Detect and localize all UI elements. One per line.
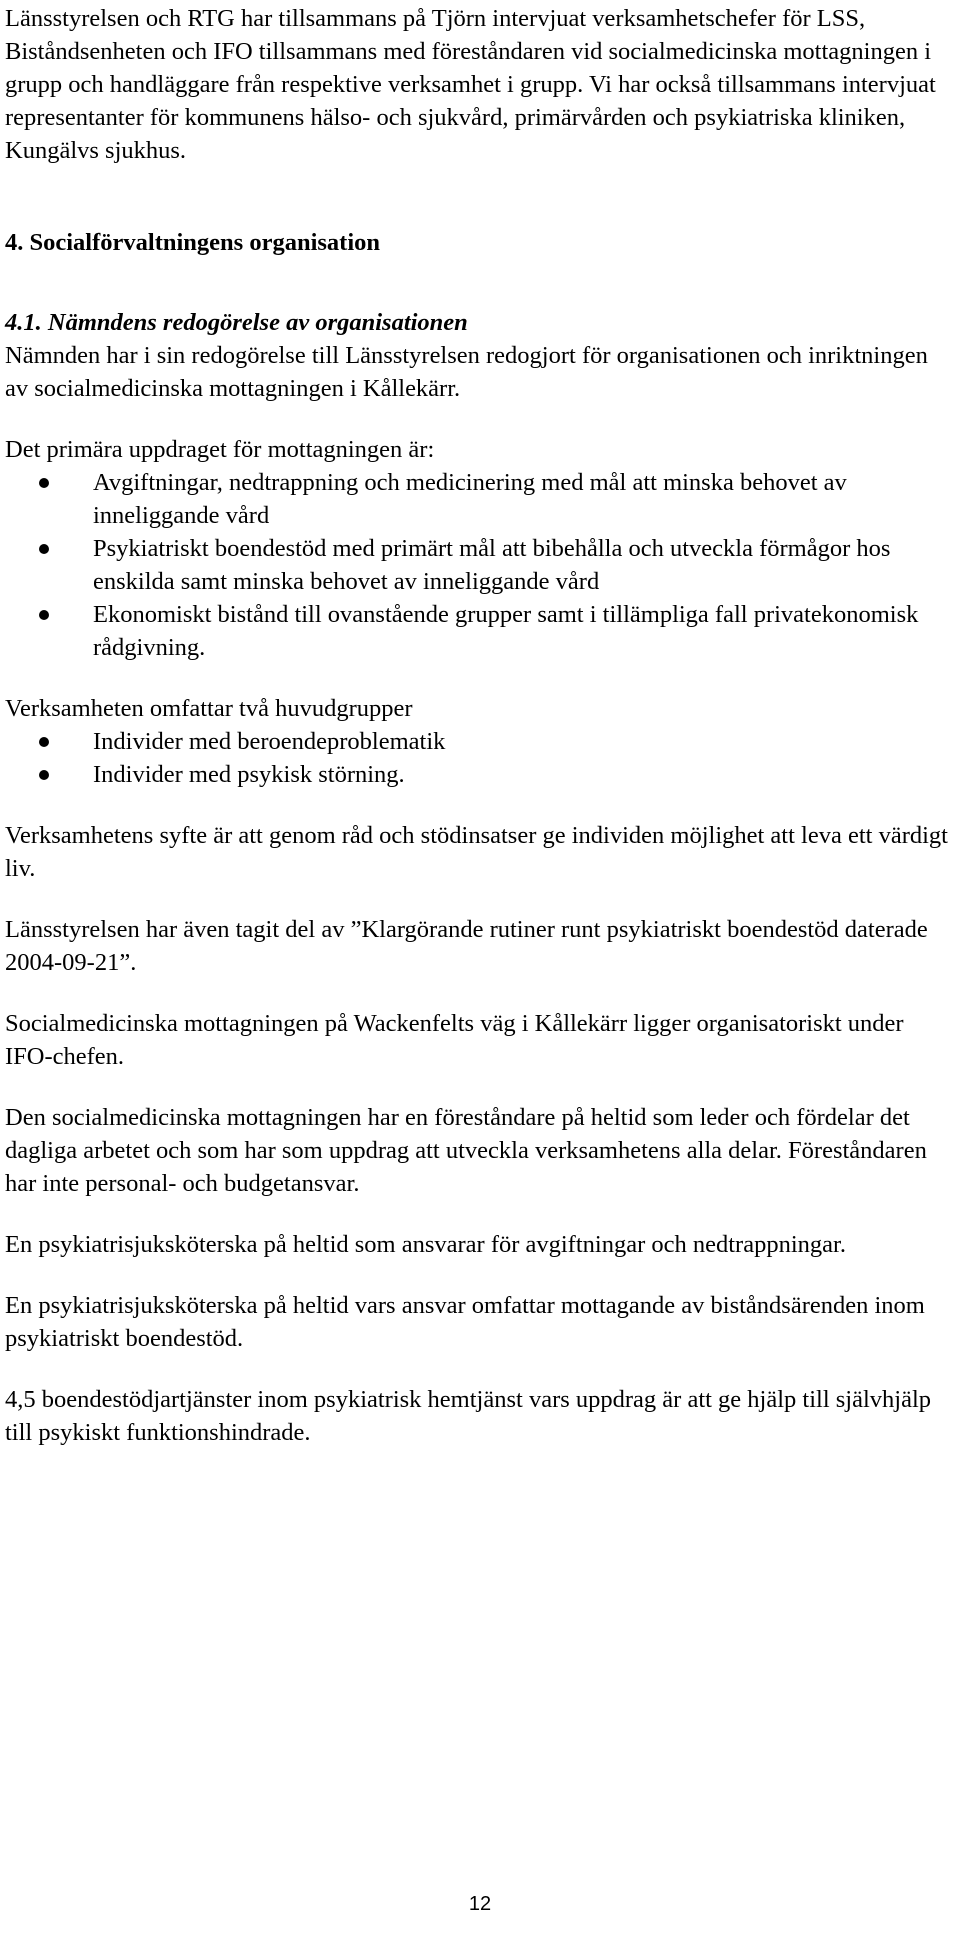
list-item-text: Psykiatriskt boendestöd med primärt mål att bibehålla och utveckla förmågor hos enskilda samt minska behovet av inneliggande vård [93,535,891,595]
list-item [5,466,955,532]
bullet-icon [39,770,49,780]
bullet-icon [39,544,49,554]
subsection-heading: 4.1. Nämndens redogörelse av organisationen [5,309,468,336]
list-item [5,532,955,598]
list-item-text: Avgiftningar, nedtrappning och medicinering med mål att minska behovet av inneliggande vård [93,469,847,529]
section-heading: 4. Socialförvaltningens organisation [5,229,381,256]
paragraph-organisation: Nämnden har i sin redogörelse till Länsstyrelsen redogjort för organisationen och inriktningen av socialmedicinska mottagningen i Kållekärr. [5,342,928,402]
bullet-icon [39,478,49,488]
paragraph-support-staff: 4,5 boendestödjartjänster inom psykiatrisk hemtjänst vars uppdrag är att ge hjälp till självhjälp till psykiskt funktionshindrade. [5,1386,932,1446]
bullet-icon [39,737,49,747]
paragraph-mission-intro: Det primära uppdraget för mottagningen är: [5,436,435,463]
paragraph-groups-intro: Verksamheten omfattar två huvudgrupper [5,695,413,722]
list-item [5,598,955,664]
bullet-icon [39,610,49,620]
list-item-text: Individer med beroendeproblematik [93,728,446,755]
page-number: 12 [468,1893,492,1915]
list-item [5,725,955,758]
list-item-text: Individer med psykisk störning. [93,761,405,788]
paragraph-location: Socialmedicinska mottagningen på Wackenfelts väg i Kållekärr ligger organisatoriskt under IFO-chefen. [5,1010,904,1070]
paragraph-routines: Länsstyrelsen har även tagit del av ”Klargörande rutiner runt psykiatriskt boendestöd daterade 2004-09-21”. [5,916,928,976]
paragraph-purpose: Verksamhetens syfte är att genom råd och stödinsatser ge individen möjlighet att leva ett värdigt liv. [5,822,948,882]
paragraph-nurse-support: En psykiatrisjuksköterska på heltid vars ansvar omfattar mottagande av biståndsärenden inom psykiatriskt boendestöd. [5,1292,925,1352]
list-item [5,758,955,791]
intro-paragraph: Länsstyrelsen och RTG har tillsammans på Tjörn intervjuat verksamhetschefer för LSS, Biståndsenheten och IFO tillsammans med föreståndaren vid socialmedicinska mottagningen i grupp och handläggare från respektive verksamhet i grupp. Vi har också tillsammans intervjuat representanter för kommunens hälso- och sjukvård, primärvården och psykiatriska kliniken, Kungälvs sjukhus. [5,5,936,164]
group-bullet-list [5,725,955,791]
paragraph-manager: Den socialmedicinska mottagningen har en föreståndare på heltid som leder och fördelar det dagliga arbetet och som har som uppdrag att utveckla verksamhetens alla delar. Föreståndaren har inte personal- och budgetansvar. [5,1104,927,1197]
page-content [5,2,955,1449]
paragraph-nurse-detox: En psykiatrisjuksköterska på heltid som ansvarar för avgiftningar och nedtrappningar. [5,1231,846,1258]
list-item-text: Ekonomiskt bistånd till ovanstående grupper samt i tillämpliga fall privatekonomisk rådgivning. [93,601,919,661]
mission-bullet-list [5,466,955,664]
